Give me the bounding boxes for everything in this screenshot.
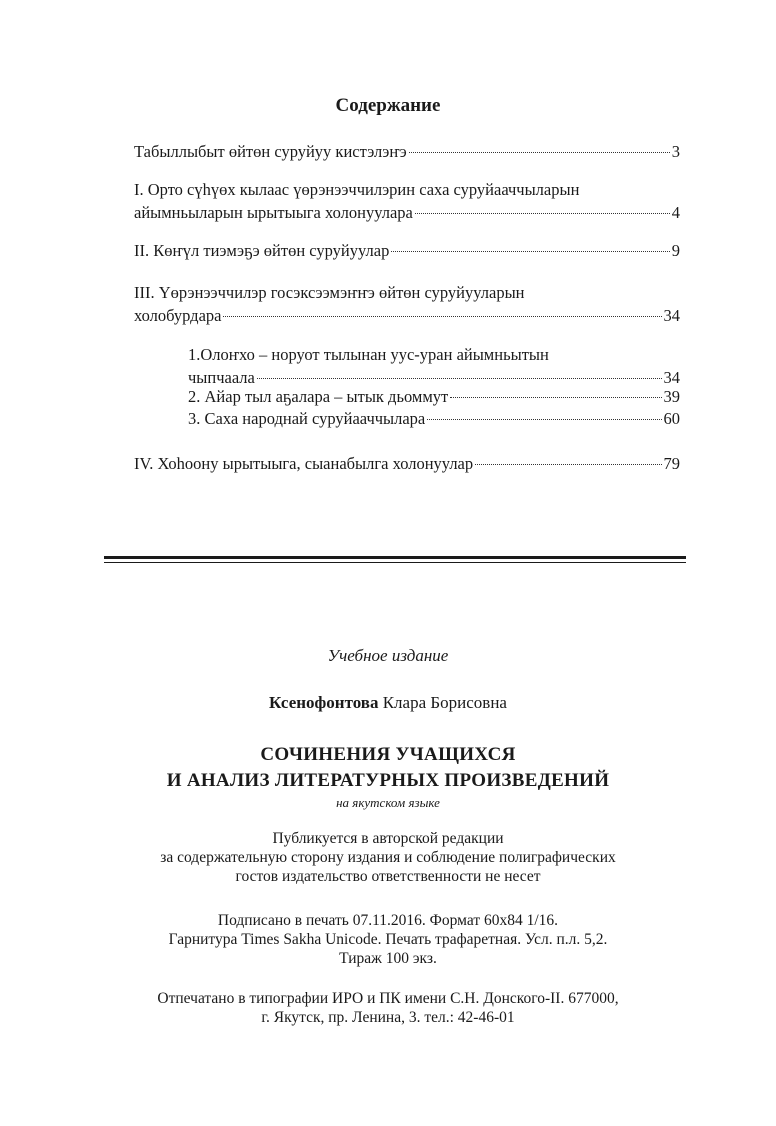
language-note: на якутском языке: [336, 795, 440, 810]
toc-leader-dots: [415, 213, 670, 214]
toc-entry: [134, 281, 680, 327]
print-details-line: Тираж 100 экз.: [339, 950, 437, 967]
book-title: [0, 742, 776, 794]
toc-leader-dots: [223, 316, 661, 317]
author-given-name: Клара Борисовна: [382, 693, 507, 712]
separator-rule-thick: [104, 556, 686, 559]
toc-page-number: 3: [671, 142, 680, 161]
toc-page-number: 79: [663, 454, 680, 473]
publication-note-line: Публикуется в авторской редакции: [272, 830, 504, 847]
toc-leader-dots: [427, 419, 661, 420]
toc-leader-dots: [257, 378, 662, 379]
toc-entry-text: айымньыларын ырытыыга холонуулара: [134, 203, 413, 222]
publication-note-line: гостов издательство ответственности не несет: [235, 868, 541, 885]
printer-details: [0, 989, 776, 1027]
toc-entry-text: 2. Айар тыл аҕалара – ытык дьоммут: [188, 387, 449, 406]
toc-leader-dots: [450, 397, 661, 398]
toc-page-number: 34: [663, 368, 680, 387]
print-details-line: Подписано в печать 07.11.2016. Формат 60x84 1/16.: [217, 912, 559, 929]
print-details-line: Гарнитура Times Sakha Unicode. Печать трафаретная. Усл. п.л. 5,2.: [168, 931, 608, 948]
publication-note: [0, 829, 776, 886]
edition-type: Учебное издание: [327, 646, 449, 665]
author-surname: Ксенофонтова: [269, 693, 379, 712]
toc-subentry: [188, 343, 680, 389]
toc-page-number: 4: [671, 203, 680, 222]
toc-subentry: [188, 407, 680, 430]
toc-page-number: 60: [663, 409, 680, 428]
toc-leader-dots: [391, 251, 669, 252]
toc-entry-text: 3. Саха народнай суруйааччылара: [188, 409, 426, 428]
author: [0, 693, 776, 713]
toc-entry-text: I. Орто сүһүөх кылаас үөрэнээччилэрин саха суруйааччыларын: [134, 180, 580, 199]
toc-page-number: 39: [663, 387, 680, 406]
toc-entry-text: III. Үөрэнээччилэр госэксээмэҥҥэ өйтөн суруйууларын: [134, 283, 525, 302]
separator-rule-thin: [104, 562, 686, 563]
toc-entry: [134, 178, 680, 224]
toc-entry-text: 1.Олоҥхо – норуот тылынан уус-уран айымньытын: [188, 345, 549, 364]
toc-page-number: 9: [671, 241, 680, 260]
toc-entry-text: Табыллыбыт өйтөн суруйуу кистэлэҥэ: [134, 142, 407, 161]
toc-leader-dots: [475, 464, 661, 465]
printer-details-line: Отпечатано в типографии ИРО и ПК имени С.Н. Донского-II. 677000,: [157, 990, 619, 1007]
toc-entry-text: IV. Хоһоону ырытыыга, сыанабылга холонуулар: [134, 454, 474, 473]
toc-entry-text: II. Көҥүл тиэмэҕэ өйтөн суруйуулар: [134, 241, 390, 260]
toc-entry: [134, 239, 680, 262]
toc-entry: [134, 140, 680, 163]
toc-page-number: 34: [663, 306, 680, 325]
book-title-line: И АНАЛИЗ ЛИТЕРАТУРНЫХ ПРОИЗВЕДЕНИЙ: [166, 770, 610, 791]
toc-title: Содержание: [335, 95, 441, 116]
print-details: [0, 911, 776, 968]
toc-entry-text: чыпчаала: [188, 368, 255, 387]
toc-entry-text: холобурдара: [134, 306, 222, 325]
toc-entry: [134, 452, 680, 475]
toc-subentry: [188, 385, 680, 408]
publication-note-line: за содержательную сторону издания и соблюдение полиграфических: [160, 849, 616, 866]
toc-leader-dots: [409, 152, 670, 153]
book-title-line: СОЧИНЕНИЯ УЧАЩИХСЯ: [260, 744, 516, 765]
printer-details-line: г. Якутск, пр. Ленина, 3. тел.: 42-46-01: [261, 1009, 515, 1026]
